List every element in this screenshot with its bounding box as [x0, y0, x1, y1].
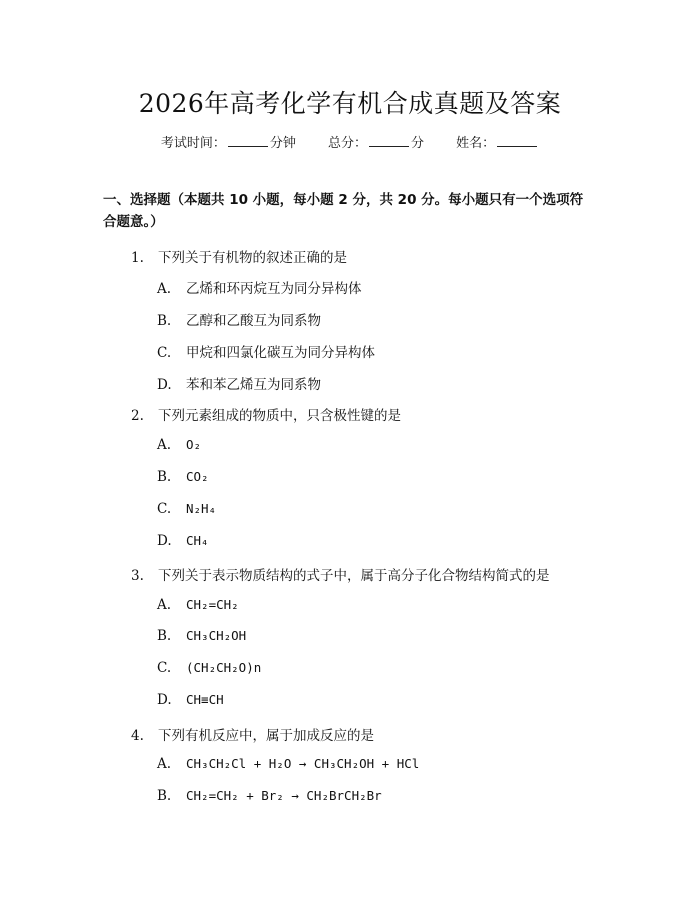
name-blank[interactable]	[497, 134, 537, 147]
option-3a[interactable]	[157, 597, 239, 613]
option-letter: B.	[157, 313, 172, 329]
option-text: CH₄	[186, 533, 209, 548]
option-2b[interactable]	[157, 469, 209, 485]
option-1d[interactable]	[157, 373, 321, 393]
option-letter: B.	[157, 628, 172, 644]
option-letter: D.	[157, 692, 172, 708]
option-letter: D.	[157, 377, 172, 393]
option-letter: A.	[157, 437, 172, 453]
option-text: CH≡CH	[186, 692, 224, 707]
option-3d[interactable]	[157, 692, 224, 708]
option-text: CO₂	[186, 469, 209, 484]
option-letter: B.	[157, 788, 172, 804]
question-stem: 下列有机反应中，属于加成反应的是	[158, 728, 374, 744]
question-4	[131, 724, 374, 744]
question-3	[131, 564, 550, 584]
option-letter: C.	[157, 660, 172, 676]
option-text: CH₃CH₂Cl + H₂O → CH₃CH₂OH + HCl	[186, 756, 420, 771]
question-number: 2.	[131, 408, 144, 424]
option-letter: A.	[157, 756, 172, 772]
option-3c[interactable]	[157, 660, 261, 676]
option-letter: A.	[157, 281, 172, 297]
option-2a[interactable]	[157, 437, 201, 453]
name-label: 姓名：	[456, 136, 496, 151]
option-1a[interactable]	[157, 277, 362, 297]
time-unit: 分钟	[269, 136, 296, 151]
question-stem: 下列元素组成的物质中，只含极性键的是	[158, 408, 401, 424]
question-stem: 下列关于表示物质结构的式子中，属于高分子化合物结构简式的是	[158, 568, 550, 584]
option-letter: B.	[157, 469, 172, 485]
option-text: 乙烯和环丙烷互为同分异构体	[186, 281, 362, 297]
question-1	[131, 246, 347, 266]
time-field	[161, 132, 296, 151]
option-text: O₂	[186, 437, 202, 452]
option-text: CH₃CH₂OH	[186, 628, 247, 643]
option-text: CH₂=CH₂	[186, 597, 239, 612]
option-1b[interactable]	[157, 309, 321, 329]
question-number: 3.	[131, 568, 144, 584]
option-text: 乙醇和乙酸互为同系物	[186, 313, 321, 329]
option-3b[interactable]	[157, 628, 246, 644]
score-unit: 分	[411, 136, 425, 151]
score-label: 总分：	[327, 136, 367, 151]
score-field	[328, 132, 424, 151]
name-field	[456, 132, 539, 151]
option-2d[interactable]	[157, 533, 209, 549]
option-4a[interactable]	[157, 756, 419, 772]
time-blank[interactable]	[228, 134, 268, 147]
option-text: CH₂=CH₂ + Br₂ → CH₂BrCH₂Br	[186, 788, 382, 803]
option-2c[interactable]	[157, 501, 216, 517]
section-heading: 一、选择题（本题共 10 小题，每小题 2 分，共 20 分。每小题只有一个选项符合题意。）	[103, 192, 584, 230]
page-title: 2026年高考化学有机合成真题及答案	[138, 89, 562, 118]
option-letter: C.	[157, 501, 172, 517]
option-text: N₂H₄	[186, 501, 217, 516]
question-2	[131, 404, 401, 424]
option-letter: C.	[157, 345, 172, 361]
question-number: 4.	[131, 728, 144, 744]
question-stem: 下列关于有机物的叙述正确的是	[158, 250, 347, 266]
option-text: 甲烷和四氯化碳互为同分异构体	[186, 345, 375, 361]
option-text: 苯和苯乙烯互为同系物	[186, 377, 321, 393]
exam-meta-line	[0, 132, 700, 151]
option-4b[interactable]	[157, 788, 382, 804]
option-letter: D.	[157, 533, 172, 549]
option-letter: A.	[157, 597, 172, 613]
option-1c[interactable]	[157, 341, 375, 361]
time-label: 考试时间：	[160, 136, 226, 151]
question-number: 1.	[131, 250, 144, 266]
score-blank[interactable]	[369, 134, 409, 147]
option-text: (CH₂CH₂O)n	[186, 660, 262, 675]
